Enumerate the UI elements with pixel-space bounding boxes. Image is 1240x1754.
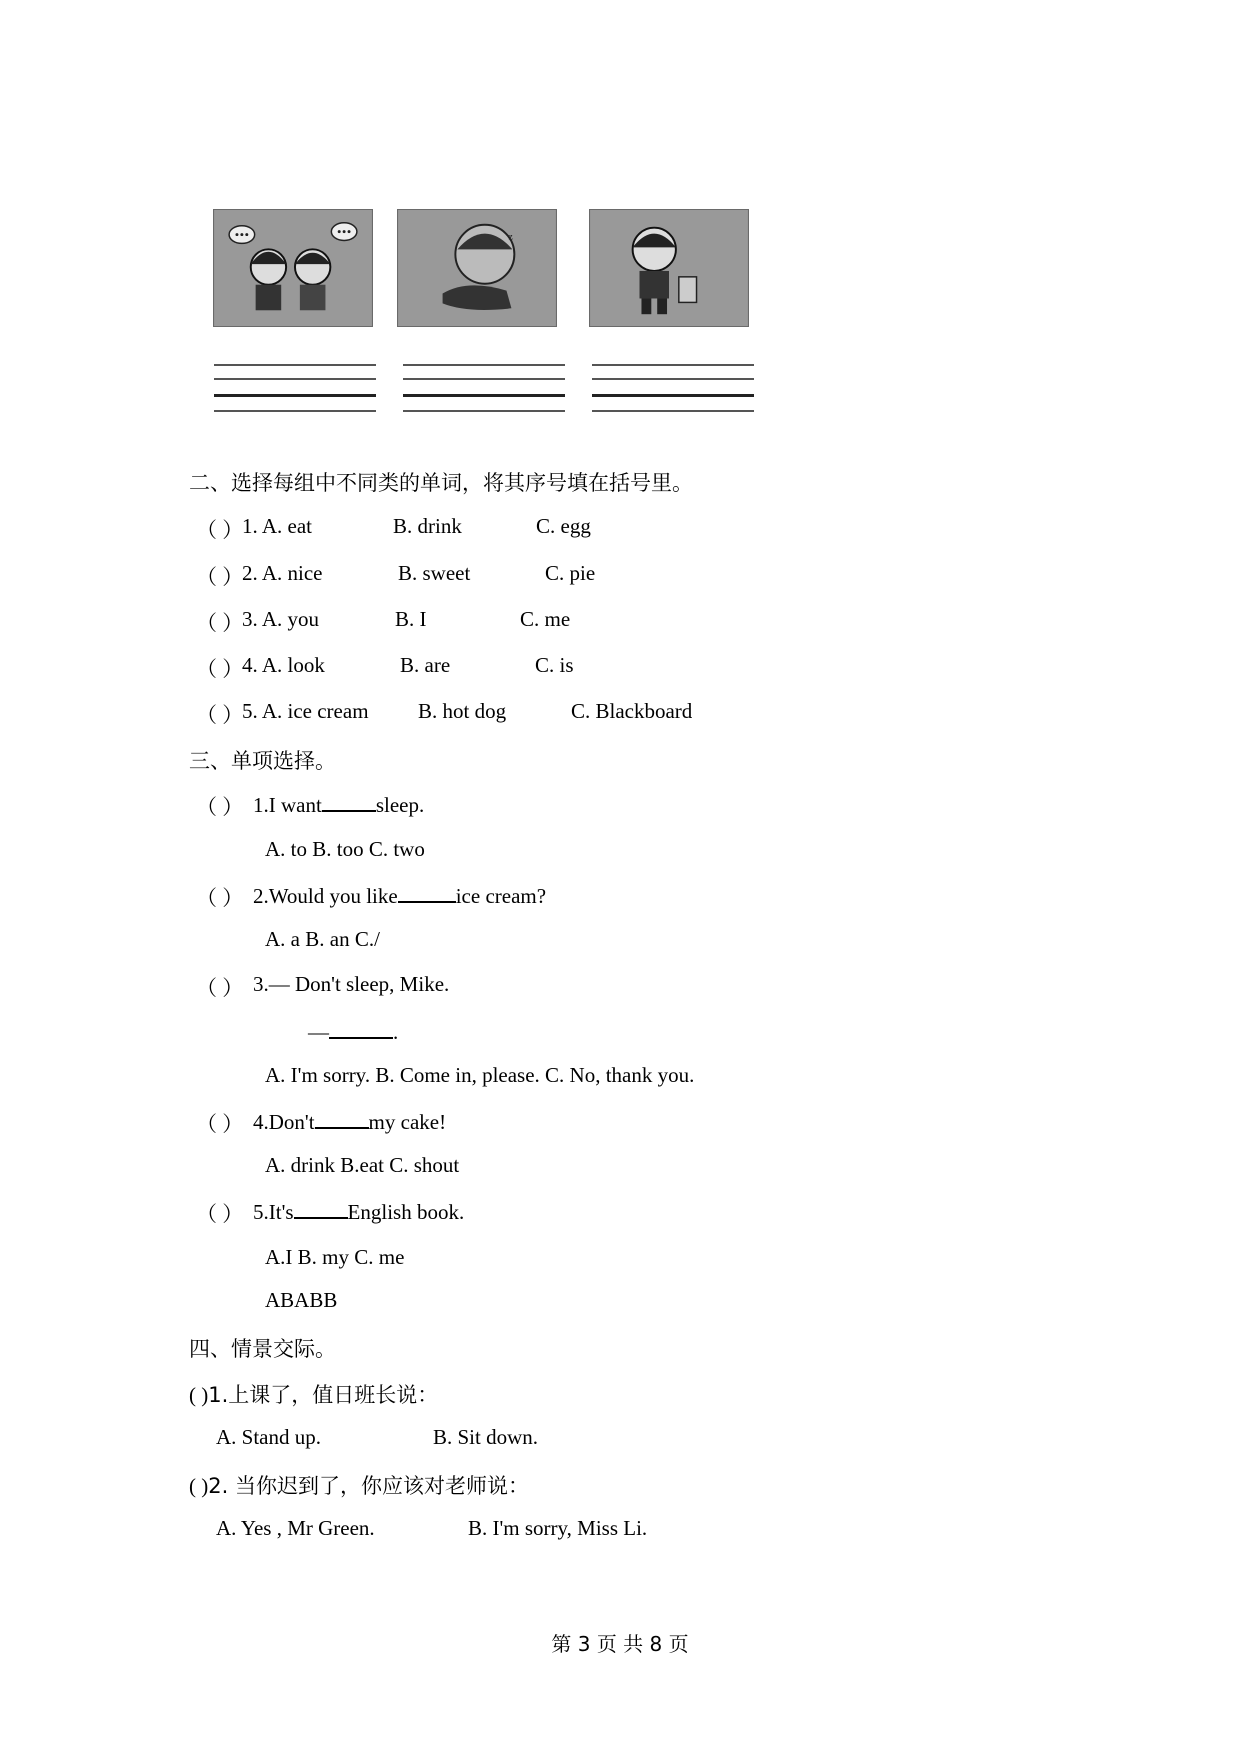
section2-item-4-b: B. are	[400, 653, 451, 677]
section4-q1-option-b: B. Sit down.	[433, 1425, 539, 1449]
section2-item-3-b: B. I	[395, 607, 427, 631]
writing-lines-1[interactable]	[214, 364, 376, 416]
section2-item-5-bracket[interactable]: （ ）	[196, 703, 244, 727]
section3-answer-key: ABABB	[265, 1288, 338, 1312]
section2-item-3-a: 3. A. you	[242, 607, 320, 631]
section4-q1-bracket[interactable]: ( )	[189, 1383, 209, 1407]
section3-q3-bracket[interactable]: （ ）	[196, 976, 244, 1000]
section3-q1-stem: 1.I want sleep.	[253, 792, 425, 817]
section3-q2-options: A. a B. an C./	[265, 927, 380, 951]
section3-q1-bracket[interactable]: （ ）	[196, 795, 244, 819]
section2-item-3-bracket[interactable]: （ ）	[196, 611, 244, 635]
answer-blank[interactable]	[398, 882, 456, 903]
picture-two-children-talking	[213, 209, 373, 327]
section3-q2-stem: 2.Would you like ice cream?	[253, 883, 547, 908]
section3-q5-stem: 5.It's English book.	[253, 1199, 465, 1224]
answer-blank[interactable]	[315, 1108, 369, 1129]
section2-item-5-a: 5. A. ice cream	[242, 699, 369, 723]
section3-q5-bracket[interactable]: （ ）	[196, 1202, 244, 1226]
picture-child-sleeping	[397, 209, 557, 327]
section3-q2-bracket[interactable]: （ ）	[196, 886, 244, 910]
writing-lines-3[interactable]	[592, 364, 754, 416]
section2-item-1-a: 1. A. eat	[242, 514, 312, 538]
section2-item-2-b: B. sweet	[398, 561, 471, 585]
section2-item-3-c: C. me	[520, 607, 571, 631]
section3-q1-options: A. to B. too C. two	[265, 837, 425, 861]
section4-q2-option-a: A. Yes , Mr Green.	[216, 1516, 375, 1540]
answer-blank[interactable]	[329, 1018, 393, 1039]
section2-item-1-bracket[interactable]: （ ）	[196, 518, 244, 542]
section4-q1-stem: ( )1.上课了，值日班长说：	[189, 1383, 439, 1407]
section3-q4-options: A. drink B.eat C. shout	[265, 1153, 460, 1177]
section4-q2-stem: ( )2. 当你迟到了，你应该对老师说：	[189, 1474, 529, 1498]
answer-blank[interactable]	[294, 1198, 348, 1219]
answer-blank[interactable]	[322, 791, 376, 812]
section2-item-5-c: C. Blackboard	[571, 699, 693, 723]
section2-item-2-c: C. pie	[545, 561, 596, 585]
section3-q3-reply: — .	[308, 1019, 399, 1044]
section2-item-5-b: B. hot dog	[418, 699, 507, 723]
section4-title: 四、情景交际。	[189, 1337, 336, 1361]
section4-q2-option-b: B. I'm sorry, Miss Li.	[468, 1516, 648, 1540]
section2-title: 二、选择每组中不同类的单词，将其序号填在括号里。	[189, 471, 693, 495]
section2-item-2-a: 2. A. nice	[242, 561, 323, 585]
page-number: 第 3 页 共 8 页	[551, 1632, 689, 1656]
section2-item-2-bracket[interactable]: （ ）	[196, 565, 244, 589]
section4-q2-bracket[interactable]: ( )	[189, 1474, 209, 1498]
section3-q5-options: A.I B. my C. me	[265, 1245, 405, 1269]
section2-item-1-b: B. drink	[393, 514, 462, 538]
section3-q3-options: A. I'm sorry. B. Come in, please. C. No, thank you.	[265, 1063, 695, 1087]
section3-title: 三、单项选择。	[189, 749, 336, 773]
section3-q4-bracket[interactable]: （ ）	[196, 1112, 244, 1136]
section2-item-4-bracket[interactable]: （ ）	[196, 657, 244, 681]
section4-q1-option-a: A. Stand up.	[216, 1425, 321, 1449]
writing-lines-2[interactable]	[403, 364, 565, 416]
svg-text:z: z	[508, 231, 513, 243]
section2-item-4-c: C. is	[535, 653, 574, 677]
section2-item-4-a: 4. A. look	[242, 653, 325, 677]
section3-q4-stem: 4.Don't my cake!	[253, 1109, 447, 1134]
picture-child-eating	[589, 209, 749, 327]
section2-item-1-c: C. egg	[536, 514, 591, 538]
section3-q3-stem: 3.— Don't sleep, Mike.	[253, 972, 450, 996]
